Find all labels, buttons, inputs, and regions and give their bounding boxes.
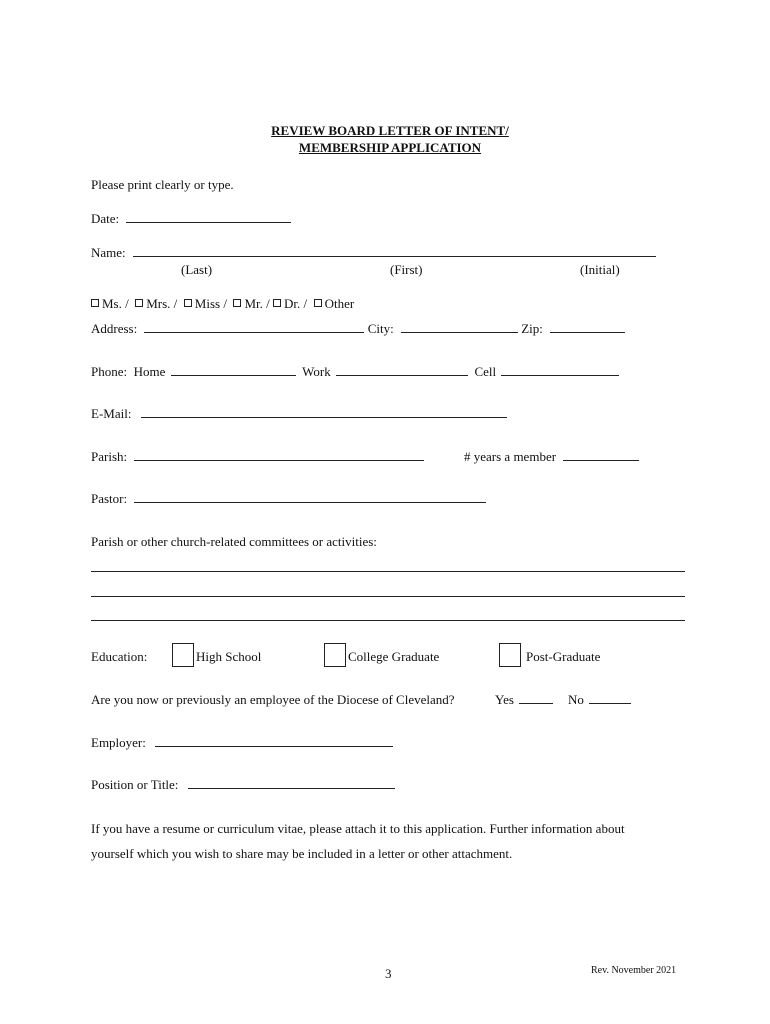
education-postgraduate-checkbox[interactable]: [499, 643, 521, 667]
salutation-mrs[interactable]: Mrs. /: [135, 296, 177, 311]
checkbox-icon: [135, 299, 143, 307]
phone-cell-label: Cell: [474, 364, 497, 379]
employee-no-label: No: [568, 692, 584, 707]
employee-no-field[interactable]: [589, 692, 631, 704]
closing-line-1: If you have a resume or curriculum vitae, please attach it to this application. Further information about: [91, 821, 625, 836]
zip-label: Zip:: [521, 321, 543, 336]
phone-home-field[interactable]: [171, 364, 296, 376]
instructions: Please print clearly or type.: [91, 177, 234, 192]
form-title-line-1: REVIEW BOARD LETTER OF INTENT/: [271, 123, 509, 138]
committees-line-1[interactable]: [91, 571, 685, 572]
address-label: Address:: [91, 321, 138, 336]
employer-row: [91, 735, 393, 751]
checkbox-icon: [314, 299, 322, 307]
pastor-label: Pastor:: [91, 491, 128, 506]
committees-line-3[interactable]: [91, 620, 685, 621]
parish-label: Parish:: [91, 449, 128, 464]
education-college-label: College Graduate: [348, 649, 440, 664]
pastor-row: [91, 491, 486, 507]
committees-label: Parish or other church-related committees or activities:: [91, 534, 377, 549]
form-title-line-2: MEMBERSHIP APPLICATION: [298, 140, 482, 155]
email-row: [91, 406, 507, 422]
parish-row: [91, 449, 424, 465]
employee-no-row: [568, 692, 631, 708]
employee-yes-label: Yes: [495, 692, 514, 707]
salutation-mr[interactable]: Mr. /: [233, 296, 269, 311]
address-row: [91, 321, 625, 337]
committees-line-2[interactable]: [91, 596, 685, 597]
phone-label: Phone:: [91, 364, 128, 379]
name-first-caption: (First): [390, 262, 423, 277]
city-label: City:: [367, 321, 394, 336]
years-member-field[interactable]: [563, 449, 639, 461]
email-label: E-Mail:: [91, 406, 132, 421]
education-high-school-label: High School: [196, 649, 262, 664]
salutation-dr[interactable]: Dr. /: [273, 296, 307, 311]
phone-work-field[interactable]: [336, 364, 468, 376]
position-label: Position or Title:: [91, 777, 179, 792]
parish-field[interactable]: [134, 449, 424, 461]
name-field[interactable]: [133, 245, 656, 257]
date-row: [91, 211, 291, 227]
salutation-other[interactable]: Other: [314, 296, 355, 311]
years-member-row: [464, 449, 639, 465]
name-label: Name:: [91, 245, 126, 260]
city-field[interactable]: [401, 321, 518, 333]
checkbox-icon: [233, 299, 241, 307]
years-member-label: # years a member: [464, 449, 557, 464]
employee-question: Are you now or previously an employee of the Diocese of Cleveland?: [91, 692, 455, 707]
date-field[interactable]: [126, 211, 291, 223]
name-initial-caption: (Initial): [580, 262, 620, 277]
address-field[interactable]: [144, 321, 364, 333]
employee-yes-row: [495, 692, 553, 708]
salutation-row: [91, 296, 354, 312]
pastor-field[interactable]: [134, 491, 486, 503]
employer-label: Employer:: [91, 735, 146, 750]
checkbox-icon: [273, 299, 281, 307]
checkbox-icon: [91, 299, 99, 307]
email-field[interactable]: [141, 406, 507, 418]
zip-field[interactable]: [550, 321, 625, 333]
page-number: 3: [385, 966, 392, 981]
education-postgraduate-label: Post-Graduate: [526, 649, 601, 664]
closing-line-2: yourself which you wish to share may be included in a letter or other attachment.: [91, 846, 513, 861]
phone-row: [91, 364, 619, 380]
name-row: [91, 245, 656, 261]
date-label: Date:: [91, 211, 120, 226]
revision-date: Rev. November 2021: [591, 965, 677, 976]
education-college-checkbox[interactable]: [324, 643, 346, 667]
employer-field[interactable]: [155, 735, 393, 747]
education-label: Education:: [91, 649, 148, 664]
salutation-miss[interactable]: Miss /: [184, 296, 227, 311]
checkbox-icon: [184, 299, 192, 307]
education-high-school-checkbox[interactable]: [172, 643, 194, 667]
salutation-ms[interactable]: Ms. /: [91, 296, 129, 311]
position-row: [91, 777, 395, 793]
phone-cell-field[interactable]: [501, 364, 619, 376]
employee-yes-field[interactable]: [519, 692, 553, 704]
name-last-caption: (Last): [181, 262, 213, 277]
phone-work-label: Work: [302, 364, 331, 379]
position-field[interactable]: [188, 777, 395, 789]
phone-home-label: Home: [133, 364, 166, 379]
